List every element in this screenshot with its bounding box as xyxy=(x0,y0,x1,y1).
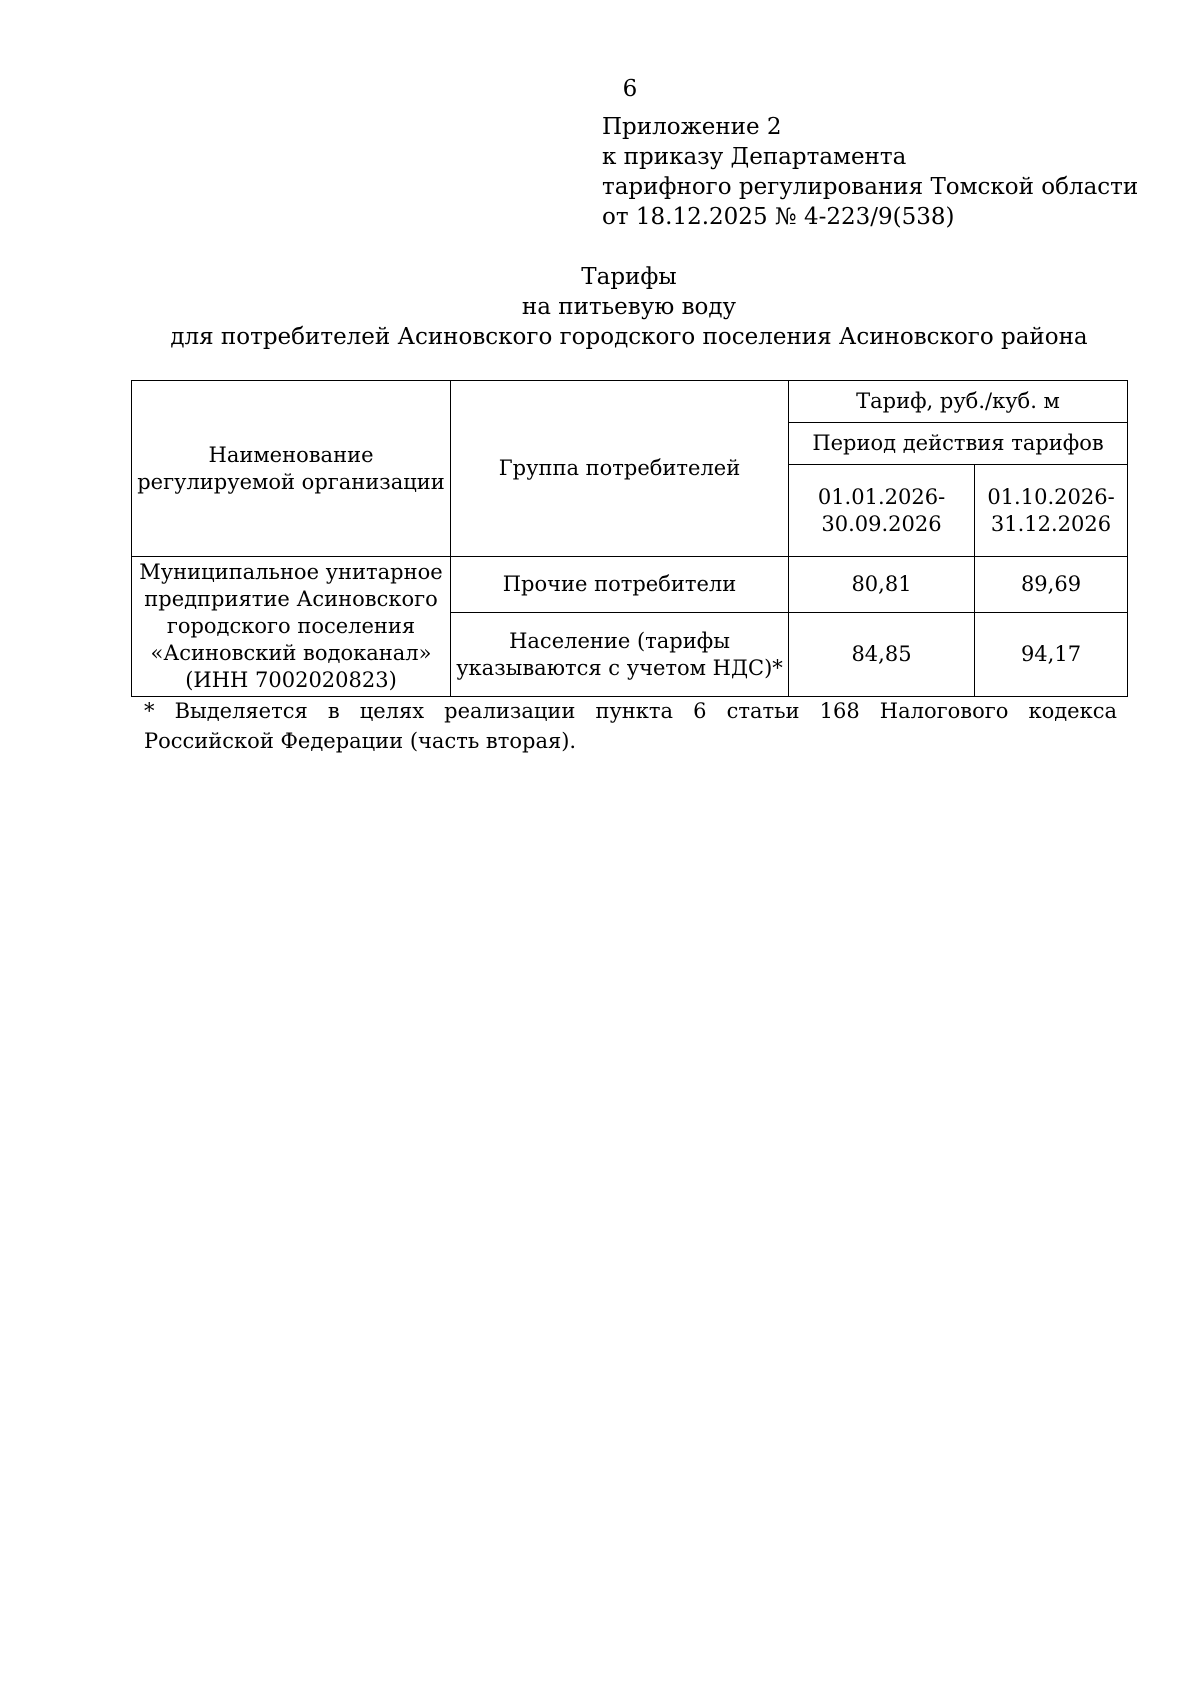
appendix-line: Приложение 2 xyxy=(602,114,782,140)
appendix-reference xyxy=(602,112,1162,232)
header-consumer-group: Группа потребителей xyxy=(451,381,789,557)
page-number: 6 xyxy=(622,76,638,102)
title-line: Тарифы xyxy=(581,264,677,290)
tariff-value-cell: 89,69 xyxy=(975,557,1128,613)
tariff-table xyxy=(131,380,1128,697)
header-organization: Наименование регулируемой организации xyxy=(132,381,451,557)
appendix-line: к приказу Департамента xyxy=(602,144,907,170)
header-period-1: 01.01.2026- 30.09.2026 xyxy=(789,465,975,557)
organization-cell: Муниципальное унитарное предприятие Асиновского городского поселения «Асиновский водоканал» (ИНН 7002020823) xyxy=(132,557,451,697)
table-row xyxy=(132,557,1128,613)
title-line: для потребителей Асиновского городского поселения Асиновского района xyxy=(170,324,1088,350)
document-title xyxy=(131,262,1127,352)
tariff-value-cell: 80,81 xyxy=(789,557,975,613)
header-tariff: Тариф, руб./куб. м xyxy=(789,381,1128,423)
appendix-line: тарифного регулирования Томской области xyxy=(602,174,1139,200)
header-period-2: 01.10.2026- 31.12.2026 xyxy=(975,465,1128,557)
tariff-value-cell: 84,85 xyxy=(789,613,975,697)
tariff-value-cell: 94,17 xyxy=(975,613,1128,697)
consumer-group-cell: Население (тарифы указываются с учетом НДС)* xyxy=(451,613,789,697)
header-period: Период действия тарифов xyxy=(789,423,1128,465)
appendix-line: от 18.12.2025 № 4-223/9(538) xyxy=(602,204,955,230)
consumer-group-cell: Прочие потребители xyxy=(451,557,789,613)
title-line: на питьевую воду xyxy=(521,294,737,320)
footnote: * Выделяется в целях реализации пункта 6 статьи 168 Налогового кодекса Российской Федерации (часть вторая). xyxy=(144,699,1117,753)
